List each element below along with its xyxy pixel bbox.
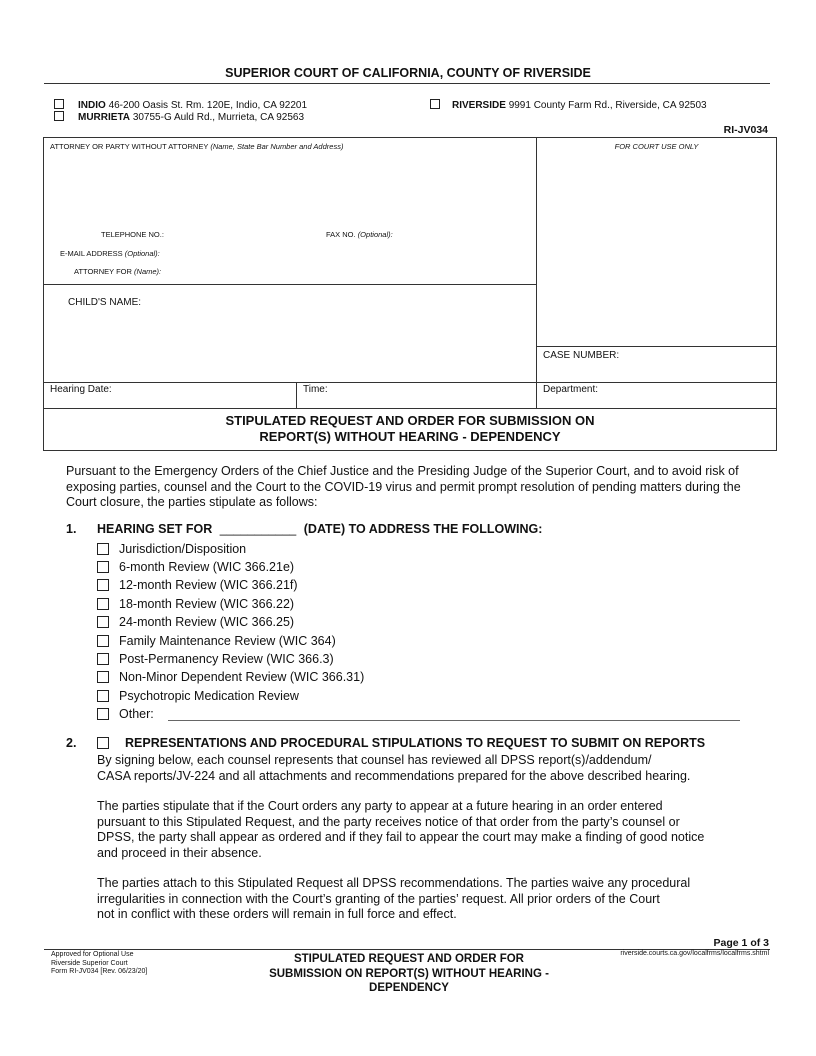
checkbox[interactable]	[97, 671, 109, 683]
section2-paragraph2: The parties stipulate that if the Court orders any party to appear at a future hearing in an order entered pursuant to this Stipulated Request, and the party receives notice of that order from the party’s counsel or DPSS, the party shall appear as ordered and if they fail to appear the court may make a finding of good notice and proceed in their absence.	[97, 799, 705, 860]
indio-name: INDIO	[78, 100, 106, 111]
murrieta-address: 30755-G Auld Rd., Murrieta, CA 92563	[132, 112, 305, 123]
department-label: Department:	[543, 384, 599, 395]
checkbox[interactable]	[97, 653, 109, 665]
list-item-12-month[interactable]	[97, 578, 298, 594]
child-name-field[interactable]	[150, 292, 530, 378]
checkbox[interactable]	[97, 543, 109, 555]
header-rule	[44, 83, 770, 84]
item-label: Psychotropic Medication Review	[119, 689, 299, 703]
section2-checkbox[interactable]	[97, 737, 109, 749]
checkbox[interactable]	[97, 690, 109, 702]
section2-paragraph3: The parties attach to this Stipulated Request all DPSS recommendations. The parties waive any procedural irregularities in connection with the Court’s granting of the parties’ request. All prior orders of the Court not in conflict with these orders will remain in full force and effect.	[97, 876, 691, 921]
other-input-line[interactable]	[168, 720, 740, 721]
section2-paragraph1: By signing below, each counsel represents that counsel has reviewed all DPSS report(s)/addendum/ CASA reports/JV-224 and all attachments and recommendations prepared for the above described hearing.	[97, 753, 691, 783]
attorney-label: ATTORNEY OR PARTY WITHOUT ATTORNEY (Name, State Bar Number and Address)	[50, 142, 344, 151]
footer-url[interactable]: riverside.courts.ca.gov/localfrms/localfrms.shtml	[620, 950, 769, 957]
court-title: SUPERIOR COURT OF CALIFORNIA, COUNTY OF RIVERSIDE	[225, 66, 591, 80]
riverside-checkbox[interactable]	[430, 99, 440, 109]
footer-approval: Approved for Optional Use Riverside Superior Court Form RI-JV034 [Rev. 06/23/20]	[51, 951, 148, 975]
form-title	[43, 413, 777, 445]
item-label: Family Maintenance Review (WIC 364)	[119, 634, 336, 648]
item-label: 24-month Review (WIC 366.25)	[119, 615, 295, 629]
list-item-other[interactable]	[97, 707, 154, 723]
time-label: Time:	[303, 384, 328, 395]
riverside-address: 9991 County Farm Rd., Riverside, CA 92503	[508, 100, 707, 111]
fax-label: FAX NO. (Optional):	[326, 230, 393, 239]
list-item-non-minor[interactable]	[97, 670, 364, 686]
form-title-line2: REPORT(S) WITHOUT HEARING - DEPENDENCY	[259, 429, 561, 444]
court-use-area[interactable]	[538, 152, 775, 344]
section2-heading: 2. REPRESENTATIONS AND PROCEDURAL STIPULATIONS TO REQUEST TO SUBMIT ON REPORTS	[66, 736, 706, 750]
checkbox[interactable]	[97, 635, 109, 647]
item-label: 6-month Review (WIC 366.21e)	[119, 560, 295, 574]
list-item-family-maintenance[interactable]	[97, 634, 336, 650]
item-label: Post-Permanency Review (WIC 366.3)	[119, 652, 334, 666]
email-label: E-MAIL ADDRESS (Optional):	[60, 249, 160, 258]
child-name-label: CHILD'S NAME:	[68, 297, 142, 308]
case-number-field[interactable]	[540, 362, 774, 380]
attorney-field[interactable]	[46, 152, 534, 224]
indio-address: 46-200 Oasis St. Rm. 120E, Indio, CA 92201	[108, 100, 308, 111]
form-title-line1: STIPULATED REQUEST AND ORDER FOR SUBMISSION ON	[225, 413, 595, 428]
intro-paragraph: Pursuant to the Emergency Orders of the Chief Justice and the Presiding Judge of the Superior Court, and to avoid risk of exposing parties, counsel and the Court to the COVID-19 virus and permit prompt resolution of pending matters during the Court closure, the parties stipulate as follows:	[66, 464, 741, 509]
court-use-label: FOR COURT USE ONLY	[614, 142, 699, 151]
list-item-18-month[interactable]	[97, 597, 294, 613]
item-label: Other:	[119, 707, 154, 721]
section2-number: 2.	[66, 736, 77, 750]
list-item-psychotropic[interactable]	[97, 689, 299, 705]
item-label: 12-month Review (WIC 366.21f)	[119, 578, 298, 592]
checkbox[interactable]	[97, 616, 109, 628]
footer-title: STIPULATED REQUEST AND ORDER FOR SUBMISSION ON REPORT(S) WITHOUT HEARING - DEPENDENCY	[269, 953, 549, 994]
section1-number: 1.	[66, 522, 77, 536]
riverside-name: RIVERSIDE	[452, 100, 506, 111]
list-item-post-permanency[interactable]	[97, 652, 334, 668]
list-item-6-month[interactable]	[97, 560, 294, 576]
attorney-for-label: ATTORNEY FOR (Name):	[74, 267, 162, 276]
location-indio[interactable]	[54, 99, 307, 111]
section1-heading: 1. HEARING SET FOR ___________ (DATE) TO ADDRESS THE FOLLOWING:	[66, 522, 543, 536]
telephone-label: TELEPHONE NO.:	[101, 230, 164, 239]
list-item-jurisdiction[interactable]	[97, 542, 246, 558]
checkbox[interactable]	[97, 598, 109, 610]
indio-checkbox[interactable]	[54, 99, 64, 109]
checkbox[interactable]	[97, 708, 109, 720]
form-code: RI-JV034	[723, 124, 768, 136]
checkbox[interactable]	[97, 561, 109, 573]
item-label: Non-Minor Dependent Review (WIC 366.31)	[119, 670, 365, 684]
case-number-label: CASE NUMBER:	[543, 350, 620, 361]
checkbox[interactable]	[97, 579, 109, 591]
murrieta-name: MURRIETA	[78, 112, 131, 123]
murrieta-checkbox[interactable]	[54, 111, 64, 121]
hearing-date-blank[interactable]: ___________	[219, 522, 297, 536]
hearing-date-label: Hearing Date:	[50, 384, 112, 395]
location-murrieta[interactable]	[54, 111, 304, 123]
page-label: Page 1 of 3	[713, 937, 769, 949]
list-item-24-month[interactable]	[97, 615, 294, 631]
item-label: Jurisdiction/Disposition	[119, 542, 247, 556]
item-label: 18-month Review (WIC 366.22)	[119, 597, 295, 611]
location-riverside[interactable]	[430, 99, 707, 111]
